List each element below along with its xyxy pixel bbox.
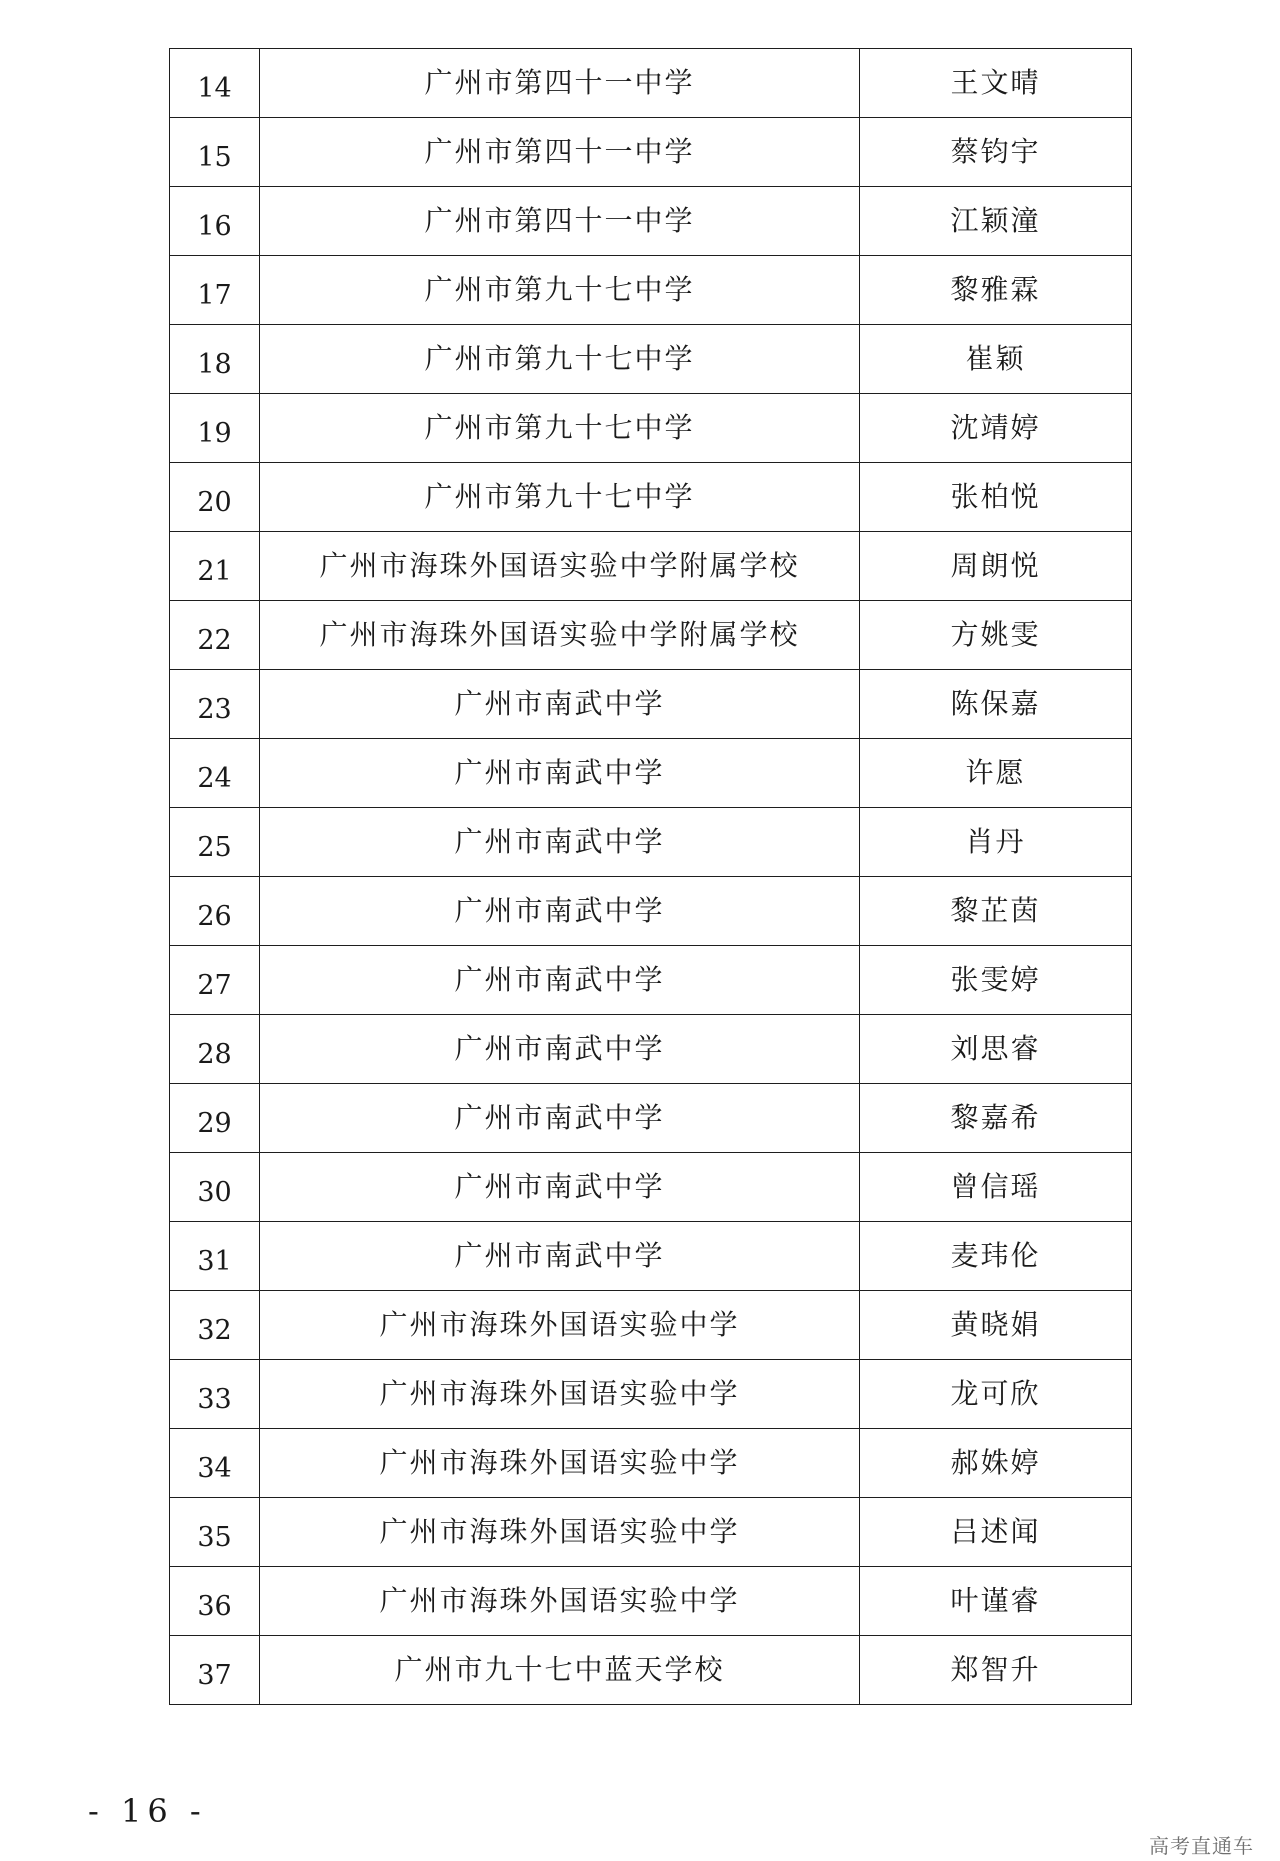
table-row	[170, 601, 1132, 670]
school-name-cell: 广州市海珠外国语实验中学	[260, 1360, 860, 1429]
student-name-cell: 黄晓娟	[860, 1291, 1132, 1360]
school-name-cell: 广州市第九十七中学	[260, 394, 860, 463]
table-row	[170, 739, 1132, 808]
table-row	[170, 325, 1132, 394]
row-number-cell: 28	[170, 1015, 260, 1084]
student-name-cell: 陈保嘉	[860, 670, 1132, 739]
row-number-cell: 36	[170, 1567, 260, 1636]
row-number-cell: 37	[170, 1636, 260, 1705]
table-row	[170, 808, 1132, 877]
row-number-cell: 26	[170, 877, 260, 946]
school-name-cell: 广州市南武中学	[260, 739, 860, 808]
school-name-cell: 广州市南武中学	[260, 670, 860, 739]
table-row	[170, 49, 1132, 118]
row-number-cell: 21	[170, 532, 260, 601]
row-number-cell: 24	[170, 739, 260, 808]
row-number-cell: 29	[170, 1084, 260, 1153]
school-name-cell: 广州市第四十一中学	[260, 49, 860, 118]
row-number-cell: 20	[170, 463, 260, 532]
row-number-cell: 33	[170, 1360, 260, 1429]
row-number-cell: 19	[170, 394, 260, 463]
roster-table	[169, 48, 1132, 1705]
school-name-cell: 广州市第九十七中学	[260, 463, 860, 532]
table-row	[170, 1360, 1132, 1429]
row-number-cell: 22	[170, 601, 260, 670]
table-row	[170, 394, 1132, 463]
student-name-cell: 周朗悦	[860, 532, 1132, 601]
school-name-cell: 广州市第四十一中学	[260, 118, 860, 187]
student-name-cell: 黎嘉希	[860, 1084, 1132, 1153]
row-number-cell: 23	[170, 670, 260, 739]
row-number-cell: 17	[170, 256, 260, 325]
student-name-cell: 江颖潼	[860, 187, 1132, 256]
student-name-cell: 郝姝婷	[860, 1429, 1132, 1498]
page-number: - 16 -	[88, 1792, 207, 1830]
row-number-cell: 31	[170, 1222, 260, 1291]
student-name-cell: 沈靖婷	[860, 394, 1132, 463]
row-number-cell: 15	[170, 118, 260, 187]
student-name-cell: 肖丹	[860, 808, 1132, 877]
row-number-cell: 16	[170, 187, 260, 256]
school-name-cell: 广州市九十七中蓝天学校	[260, 1636, 860, 1705]
student-name-cell: 郑智升	[860, 1636, 1132, 1705]
school-name-cell: 广州市海珠外国语实验中学附属学校	[260, 532, 860, 601]
school-name-cell: 广州市海珠外国语实验中学	[260, 1429, 860, 1498]
roster-table-body	[170, 49, 1132, 1705]
student-name-cell: 许愿	[860, 739, 1132, 808]
school-name-cell: 广州市第九十七中学	[260, 325, 860, 394]
row-number-cell: 14	[170, 49, 260, 118]
table-row	[170, 1567, 1132, 1636]
school-name-cell: 广州市南武中学	[260, 877, 860, 946]
row-number-cell: 25	[170, 808, 260, 877]
student-name-cell: 黎芷茵	[860, 877, 1132, 946]
table-row	[170, 1291, 1132, 1360]
table-row	[170, 532, 1132, 601]
student-name-cell: 叶谨睿	[860, 1567, 1132, 1636]
school-name-cell: 广州市南武中学	[260, 1084, 860, 1153]
table-row	[170, 187, 1132, 256]
student-name-cell: 王文晴	[860, 49, 1132, 118]
school-name-cell: 广州市海珠外国语实验中学附属学校	[260, 601, 860, 670]
table-row	[170, 877, 1132, 946]
school-name-cell: 广州市南武中学	[260, 946, 860, 1015]
table-row	[170, 1498, 1132, 1567]
school-name-cell: 广州市海珠外国语实验中学	[260, 1291, 860, 1360]
student-name-cell: 张柏悦	[860, 463, 1132, 532]
school-name-cell: 广州市第四十一中学	[260, 187, 860, 256]
table-row	[170, 670, 1132, 739]
student-name-cell: 方姚雯	[860, 601, 1132, 670]
student-name-cell: 曾信瑶	[860, 1153, 1132, 1222]
school-name-cell: 广州市南武中学	[260, 1222, 860, 1291]
school-name-cell: 广州市南武中学	[260, 1153, 860, 1222]
student-name-cell: 麦玮伦	[860, 1222, 1132, 1291]
student-name-cell: 张雯婷	[860, 946, 1132, 1015]
row-number-cell: 18	[170, 325, 260, 394]
table-row	[170, 1084, 1132, 1153]
student-name-cell: 刘思睿	[860, 1015, 1132, 1084]
school-name-cell: 广州市海珠外国语实验中学	[260, 1567, 860, 1636]
table-row	[170, 118, 1132, 187]
row-number-cell: 32	[170, 1291, 260, 1360]
row-number-cell: 30	[170, 1153, 260, 1222]
table-row	[170, 946, 1132, 1015]
table-row	[170, 1636, 1132, 1705]
row-number-cell: 27	[170, 946, 260, 1015]
table-row	[170, 256, 1132, 325]
table-row	[170, 1153, 1132, 1222]
watermark: 高考直通车	[1149, 1834, 1254, 1858]
student-name-cell: 蔡钧宇	[860, 118, 1132, 187]
student-name-cell: 龙可欣	[860, 1360, 1132, 1429]
school-name-cell: 广州市第九十七中学	[260, 256, 860, 325]
table-row	[170, 1015, 1132, 1084]
student-name-cell: 黎雅霖	[860, 256, 1132, 325]
school-name-cell: 广州市海珠外国语实验中学	[260, 1498, 860, 1567]
table-row	[170, 1222, 1132, 1291]
student-name-cell: 崔颖	[860, 325, 1132, 394]
table-row	[170, 463, 1132, 532]
row-number-cell: 34	[170, 1429, 260, 1498]
school-name-cell: 广州市南武中学	[260, 808, 860, 877]
table-row	[170, 1429, 1132, 1498]
student-name-cell: 吕述闻	[860, 1498, 1132, 1567]
school-name-cell: 广州市南武中学	[260, 1015, 860, 1084]
row-number-cell: 35	[170, 1498, 260, 1567]
